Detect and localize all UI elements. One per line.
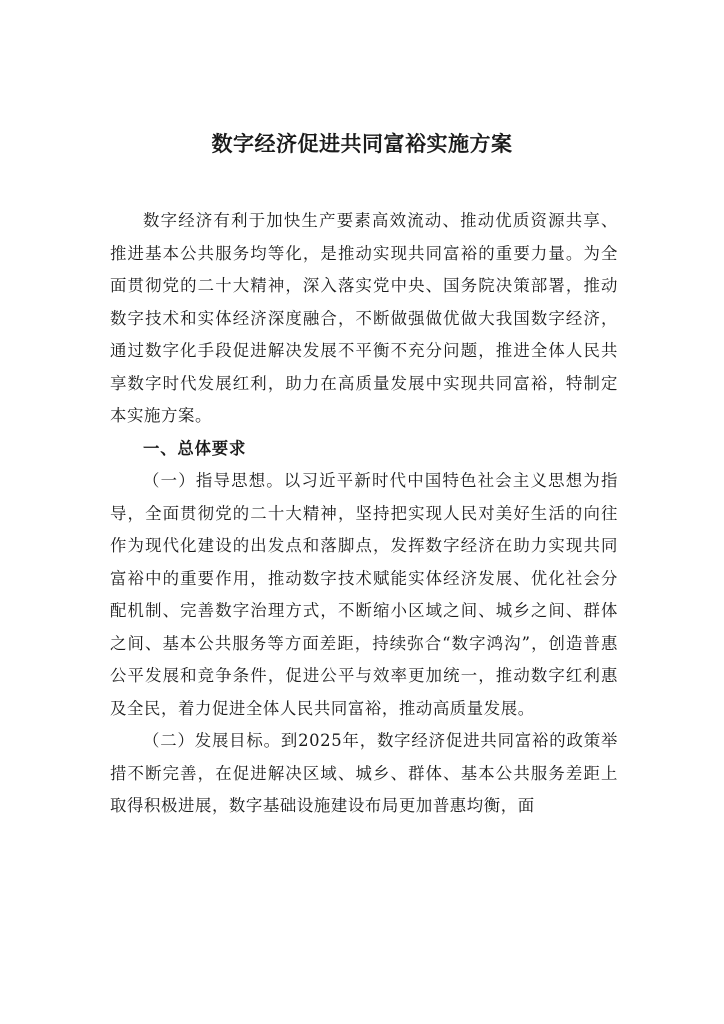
guiding-ideology-paragraph: （一）指导思想。以习近平新时代中国特色社会主义思想为指导，全面贯彻党的二十大精神，坚持把实现人民对美好生活的向往作为现代化建设的出发点和落脚点，发挥数字经济在助力实现共同富裕中的重要作用，推动数字技术赋能实体经济发展、优化社会分配机制、完善数字治理方式，不断缩小区域之间、城乡之间、群体之间、基本公共服务等方面差距，持续弥合“数字鸿沟”，创造普惠公平发展和竞争条件，促进公平与效率更加统一，推动数字红利惠及全民，着力促进全体人民共同富裕，推动高质量发展。 bbox=[110, 471, 618, 718]
document-title: 数字经济促进共同富裕实施方案 bbox=[211, 132, 513, 156]
section-heading: 一、总体要求 bbox=[143, 438, 247, 458]
intro-paragraph: 数字经济有利于加快生产要素高效流动、推动优质资源共享、推进基本公共服务均等化，是推动实现共同富裕的重要力量。为全面贯彻党的二十大精神，深入落实党中央、国务院决策部署，推动数字技术和实体经济深度融合，不断做强做优做大我国数字经济，通过数字化手段促进解决发展不平衡不充分问题，推进全体人民共享数字时代发展红利，助力在高质量发展中实现共同富裕，特制定本实施方案。 bbox=[110, 211, 618, 425]
development-goals-paragraph: （二）发展目标。到2025年，数字经济促进共同富裕的政策举措不断完善，在促进解决区域、城乡、群体、基本公共服务差距上取得积极进展，数字基础设施建设布局更加普惠均衡，面 bbox=[110, 731, 618, 815]
document-body bbox=[110, 205, 618, 823]
